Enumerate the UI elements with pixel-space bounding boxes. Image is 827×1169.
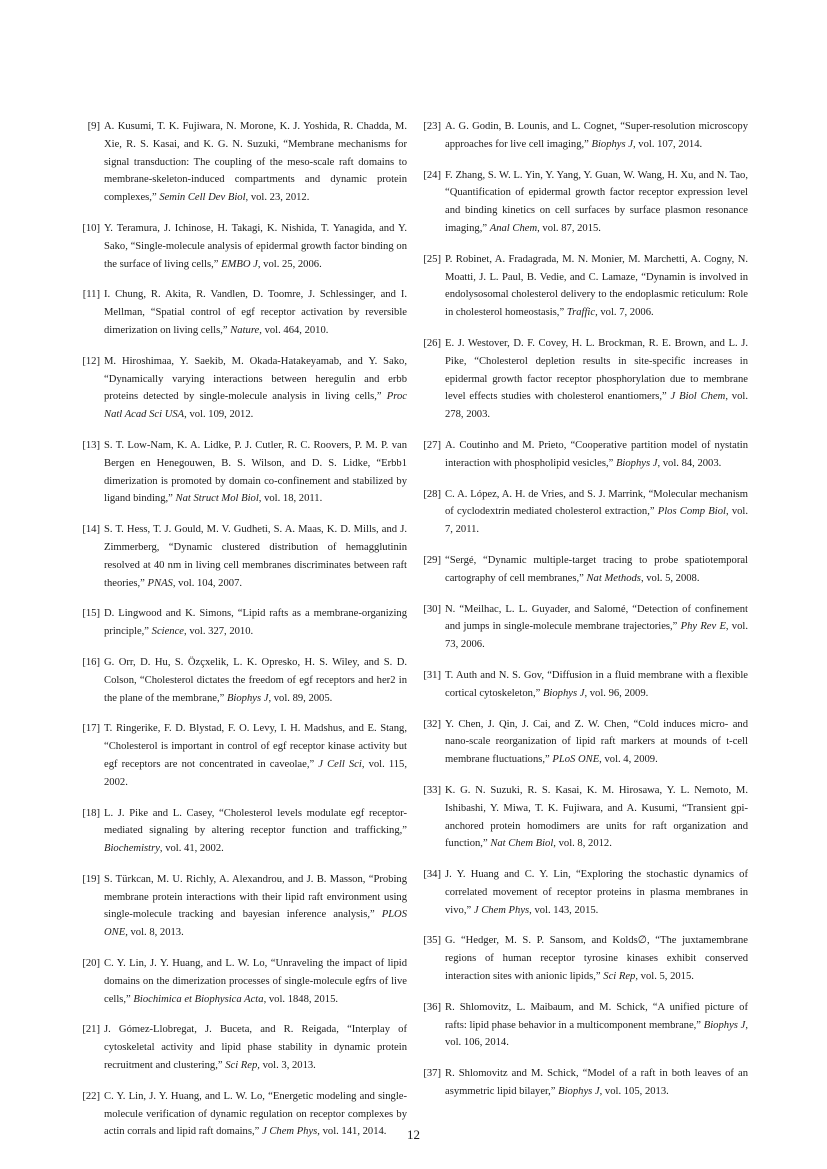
reference-body: S. Türkcan, M. U. Richly, A. Alexandrou, and J. B. Masson, “Probing membrane protein interactions with their lipid raft environment using single-molecule tracking and bayesian inference analysis,” bbox=[104, 873, 407, 921]
reference-text bbox=[104, 805, 407, 858]
reference-journal: Biophys J bbox=[615, 457, 658, 469]
reference-journal: Biochimica et Biophysica Acta bbox=[133, 993, 264, 1005]
reference-journal: Proc Natl Acad Sci USA bbox=[104, 391, 407, 421]
reference-text bbox=[445, 601, 748, 654]
reference-journal: Nat Methods bbox=[586, 572, 641, 584]
reference-body: T. Ringerike, F. D. Blystad, F. O. Levy, I. H. Madshus, and E. Stang, “Cholesterol is important in control of egf receptor kinase activity but egf receptors are not concentrated in caveolae,” bbox=[104, 723, 407, 770]
reference-volume-year: , vol. 25, 2006. bbox=[257, 258, 322, 270]
reference-entry bbox=[80, 871, 407, 942]
reference-body: Y. Teramura, J. Ichinose, H. Takagi, K. Nishida, T. Yanagida, and Y. Sako, “Single-molecule analysis of epidermal growth factor binding on the surface of living cells,” bbox=[104, 222, 407, 270]
reference-text bbox=[445, 437, 748, 473]
reference-entry bbox=[421, 601, 748, 654]
reference-number: [25] bbox=[423, 253, 441, 265]
reference-volume-year: , vol. 104, 2007. bbox=[172, 577, 243, 589]
references-left-column bbox=[80, 118, 407, 1154]
reference-volume-year: , vol. 87, 2015. bbox=[537, 222, 601, 234]
reference-text bbox=[104, 220, 407, 273]
reference-text bbox=[445, 667, 748, 703]
reference-body: Y. Chen, J. Qin, J. Cai, and Z. W. Chen, “Cold induces micro- and nano-scale reorganization of lipid raft markers at mounds of t-cell membrane fluctuations,” bbox=[445, 718, 748, 766]
reference-number: [19] bbox=[82, 873, 100, 885]
reference-number: [36] bbox=[423, 1001, 441, 1013]
reference-entry bbox=[80, 118, 407, 207]
reference-number: [9] bbox=[87, 121, 100, 132]
reference-number: [12] bbox=[82, 355, 100, 367]
reference-volume-year: , vol. 4, 2009. bbox=[599, 754, 658, 766]
reference-volume-year: , vol. 105, 2013. bbox=[599, 1086, 669, 1098]
reference-volume-year: , vol. 278, 2003. bbox=[445, 391, 748, 421]
reference-text bbox=[445, 999, 748, 1052]
reference-volume-year: , vol. 107, 2014. bbox=[632, 138, 703, 150]
reference-journal: Biophys J bbox=[591, 138, 633, 150]
reference-body: R. Shlomovitz, L. Maibaum, and M. Schick, “A unified picture of rafts: lipid phase behavior in a multicomponent membrane,” bbox=[445, 1001, 748, 1031]
reference-number: [17] bbox=[82, 723, 100, 735]
reference-journal: J Chem Phys bbox=[261, 1126, 318, 1138]
reference-text bbox=[445, 716, 748, 769]
reference-body: T. Auth and N. S. Gov, “Diffusion in a fluid membrane with a flexible cortical cytoskeleton,” bbox=[445, 669, 748, 699]
reference-volume-year: , vol. 7, 2011. bbox=[445, 506, 748, 536]
reference-number: [35] bbox=[423, 935, 441, 947]
reference-body: “Sergé, “Dynamic multiple-target tracing to probe spatiotemporal cartography of cell membranes,” bbox=[445, 554, 748, 584]
reference-entry bbox=[421, 552, 748, 588]
reference-body: C. A. López, A. H. de Vries, and S. J. Marrink, “Molecular mechanism of cyclodextrin mediated cholesterol extraction,” bbox=[445, 488, 748, 518]
reference-body: J. Y. Huang and C. Y. Lin, “Exploring the stochastic dynamics of correlated movement of receptor proteins in plasma membranes in vivo,” bbox=[445, 869, 748, 916]
reference-journal: PLOS ONE bbox=[104, 909, 407, 939]
reference-journal: J Chem Phys bbox=[473, 904, 530, 916]
reference-journal: Biochemistry bbox=[104, 843, 160, 855]
reference-text bbox=[104, 871, 407, 942]
reference-body: A. Kusumi, T. K. Fujiwara, N. Morone, K. J. Yoshida, R. Chadda, M. Xie, R. S. Kasai, and K. G. N. Suzuki, “Membrane mechanisms for signal transduction: The coupling of the meso-scale raft domains to membrane-skeleton-induced compartments and dynamic protein complexes,” bbox=[104, 121, 407, 204]
reference-body: F. Zhang, S. W. L. Yin, Y. Yang, Y. Guan, W. Wang, H. Xu, and N. Tao, “Quantification of epidermal growth factor receptor expression level and binding kinetics on cell surfaces by surface plasmon resonance imaging,” bbox=[445, 169, 748, 234]
reference-entry bbox=[421, 667, 748, 703]
reference-entry bbox=[421, 782, 748, 853]
reference-entry bbox=[80, 654, 407, 707]
reference-text bbox=[445, 866, 748, 919]
reference-text bbox=[445, 486, 748, 539]
reference-journal: Biophys J bbox=[703, 1019, 746, 1031]
reference-body: S. T. Hess, T. J. Gould, M. V. Gudheti, S. A. Maas, K. D. Mills, and J. Zimmerberg, “Dynamic clustered distribution of hemagglutinin resolved at 40 nm in living cell membranes discriminates between raft theories,” bbox=[104, 524, 407, 589]
reference-number: [32] bbox=[423, 718, 441, 730]
reference-body: P. Robinet, A. Fradagrada, M. N. Monier, M. Marchetti, A. Cogny, N. Moatti, J. L. Paul, B. Vedie, and C. Lamaze, “Dynamin is involved in endolysosomal cholesterol delivery to the endoplasmic reticulum: Role in cholesterol homeostasis,” bbox=[445, 253, 748, 319]
page-number: 12 bbox=[407, 1127, 420, 1142]
reference-journal: Phy Rev E bbox=[680, 621, 726, 633]
reference-volume-year: , vol. 89, 2005. bbox=[268, 692, 333, 704]
reference-entry bbox=[80, 521, 407, 592]
reference-text bbox=[445, 552, 748, 588]
reference-body: E. J. Westover, D. F. Covey, H. L. Brockman, R. E. Brown, and L. J. Pike, “Cholesterol depletion results in site-specific increases in epidermal growth factor receptor phosphorylation due to membrane level effects studies with cholesterol enantiomers,” bbox=[445, 337, 748, 403]
reference-journal: Semin Cell Dev Biol bbox=[159, 192, 246, 204]
reference-volume-year: , vol. 143, 2015. bbox=[529, 904, 599, 916]
reference-number: [10] bbox=[82, 222, 100, 234]
reference-volume-year: , vol. 7, 2006. bbox=[595, 307, 654, 319]
reference-journal: Nature bbox=[230, 324, 260, 336]
reference-journal: Sci Rep bbox=[225, 1060, 258, 1072]
reference-journal: Biophys J bbox=[542, 687, 585, 699]
reference-journal: Plos Comp Biol bbox=[657, 506, 726, 518]
reference-text bbox=[104, 353, 407, 424]
reference-volume-year: , vol. 141, 2014. bbox=[317, 1126, 387, 1138]
reference-volume-year: , vol. 8, 2012. bbox=[553, 838, 612, 850]
reference-body: C. Y. Lin, J. Y. Huang, and L. W. Lo, “Energetic modeling and single-molecule verification of dynamic regulation on receptor complexes by actin corrals and lipid raft domains,” bbox=[104, 1090, 407, 1138]
reference-volume-year: , vol. 41, 2002. bbox=[159, 843, 224, 855]
reference-body: I. Chung, R. Akita, R. Vandlen, D. Toomre, J. Schlessinger, and I. Mellman, “Spatial control of egf receptor activation by reversible dimerization on living cells,” bbox=[104, 289, 407, 336]
reference-body: G. “Hedger, M. S. P. Sansom, and Kolds∅, “The juxtamembrane regions of human receptor tyrosine kinases exhibit conserved interaction sites with anionic lipids,” bbox=[445, 935, 748, 983]
reference-number: [31] bbox=[423, 669, 441, 681]
reference-entry bbox=[421, 118, 748, 154]
reference-journal: PLoS ONE bbox=[552, 754, 600, 766]
reference-volume-year: , vol. 3, 2013. bbox=[257, 1060, 316, 1072]
reference-volume-year: , vol. 109, 2012. bbox=[184, 409, 254, 421]
reference-volume-year: , vol. 18, 2011. bbox=[258, 493, 323, 505]
reference-number: [18] bbox=[82, 807, 100, 819]
reference-number: [29] bbox=[423, 554, 441, 566]
reference-text bbox=[445, 335, 748, 424]
reference-entry bbox=[80, 605, 407, 641]
reference-text bbox=[445, 167, 748, 238]
reference-body: G. Orr, D. Hu, S. Özçxelik, L. K. Opresko, H. S. Wiley, and S. D. Colson, “Cholesterol dictates the freedom of egf receptors and her2 in the plane of the membrane,” bbox=[104, 656, 407, 704]
reference-number: [24] bbox=[423, 169, 441, 181]
reference-entry bbox=[421, 1065, 748, 1101]
reference-text bbox=[104, 521, 407, 592]
reference-entry bbox=[80, 955, 407, 1008]
reference-entry bbox=[421, 335, 748, 424]
reference-body: N. “Meilhac, L. L. Guyader, and Salomé, “Detection of confinement and jumps in single-molecule membrane trajectories,” bbox=[445, 603, 748, 633]
reference-journal: EMBO J bbox=[221, 258, 258, 270]
reference-entry bbox=[80, 286, 407, 339]
reference-body: M. Hiroshimaa, Y. Saekib, M. Okada-Hatakeyamab, and Y. Sako, “Dynamically varying interactions between heregulin and erbb proteins detected by single-molecule analysis in living cells,” bbox=[104, 355, 407, 403]
reference-body: C. Y. Lin, J. Y. Huang, and L. W. Lo, “Unraveling the impact of lipid domains on the dimerization processes of single-molecule egfrs of live cells,” bbox=[104, 958, 407, 1005]
reference-volume-year: , vol. 106, 2014. bbox=[445, 1019, 748, 1049]
reference-number: [28] bbox=[423, 488, 441, 500]
reference-body: R. Shlomovitz and M. Schick, “Model of a raft in both leaves of an asymmetric lipid bilayer,” bbox=[445, 1068, 748, 1098]
reference-volume-year: , vol. 464, 2010. bbox=[259, 324, 329, 336]
reference-volume-year: , vol. 327, 2010. bbox=[184, 626, 254, 638]
reference-entry bbox=[80, 353, 407, 424]
reference-text bbox=[104, 118, 407, 207]
reference-number: [33] bbox=[423, 784, 441, 796]
reference-number: [23] bbox=[423, 121, 441, 132]
reference-entry bbox=[421, 866, 748, 919]
reference-volume-year: , vol. 23, 2012. bbox=[245, 192, 310, 204]
reference-journal: Nat Struct Mol Biol bbox=[175, 493, 259, 505]
reference-entry bbox=[421, 437, 748, 473]
reference-text bbox=[104, 955, 407, 1008]
reference-number: [16] bbox=[82, 656, 100, 668]
reference-number: [11] bbox=[82, 289, 100, 301]
reference-text bbox=[445, 118, 748, 154]
reference-text bbox=[104, 605, 407, 641]
reference-volume-year: , vol. 84, 2003. bbox=[657, 457, 722, 469]
reference-body: S. T. Low-Nam, K. A. Lidke, P. J. Cutler, R. C. Roovers, P. M. P. van Bergen en Henegouwen, B. S. Wilson, and D. S. Lidke, “Erbb1 dimerization is promoted by domain co-confinement and stabilized by ligand binding,” bbox=[104, 439, 407, 505]
reference-journal: Anal Chem bbox=[489, 222, 538, 234]
reference-volume-year: , vol. 8, 2013. bbox=[125, 927, 184, 939]
reference-text bbox=[445, 1065, 748, 1101]
reference-journal: Nat Chem Biol bbox=[490, 838, 554, 850]
reference-journal: J Biol Chem bbox=[670, 391, 726, 403]
reference-body: A. Coutinho and M. Prieto, “Cooperative partition model of nystatin interaction with phospholipid vesicles,” bbox=[445, 439, 748, 469]
references-right-column bbox=[421, 118, 748, 1114]
reference-volume-year: , vol. 115, 2002. bbox=[104, 758, 407, 788]
reference-journal: Biophys J bbox=[226, 692, 269, 704]
reference-number: [13] bbox=[82, 439, 100, 451]
reference-entry bbox=[421, 932, 748, 985]
reference-entry bbox=[80, 805, 407, 858]
reference-journal: Sci Rep bbox=[603, 971, 636, 983]
reference-volume-year: , vol. 73, 2006. bbox=[445, 621, 748, 651]
reference-text bbox=[104, 654, 407, 707]
reference-number: [21] bbox=[82, 1024, 100, 1036]
reference-number: [30] bbox=[423, 603, 441, 615]
reference-entry bbox=[80, 720, 407, 791]
reference-journal: Biophys J bbox=[558, 1086, 600, 1098]
reference-body: D. Lingwood and K. Simons, “Lipid rafts as a membrane-organizing principle,” bbox=[104, 608, 407, 638]
reference-number: [15] bbox=[82, 608, 100, 620]
reference-text bbox=[104, 286, 407, 339]
reference-journal: J Cell Sci bbox=[318, 758, 362, 770]
reference-number: [14] bbox=[82, 524, 100, 536]
reference-number: [22] bbox=[82, 1090, 100, 1102]
reference-volume-year: , vol. 5, 2015. bbox=[635, 971, 694, 983]
reference-number: [34] bbox=[423, 869, 441, 881]
reference-text bbox=[445, 251, 748, 322]
reference-text bbox=[445, 932, 748, 985]
reference-body: J. Gómez-Llobregat, J. Buceta, and R. Reigada, “Interplay of cytoskeletal activity and lipid phase stability in dynamic protein recruitment and clustering,” bbox=[104, 1024, 407, 1072]
reference-journal: Science bbox=[151, 626, 185, 638]
reference-number: [26] bbox=[423, 337, 441, 349]
reference-journal: Traffic bbox=[566, 307, 596, 319]
reference-text bbox=[445, 782, 748, 853]
reference-text bbox=[104, 1021, 407, 1074]
reference-entry bbox=[421, 251, 748, 322]
reference-volume-year: , vol. 1848, 2015. bbox=[263, 993, 339, 1005]
reference-entry bbox=[421, 999, 748, 1052]
reference-volume-year: , vol. 96, 2009. bbox=[584, 687, 649, 699]
reference-entry bbox=[421, 167, 748, 238]
reference-entry bbox=[421, 486, 748, 539]
reference-number: [27] bbox=[423, 439, 441, 451]
reference-number: [20] bbox=[82, 958, 100, 970]
reference-journal: PNAS bbox=[147, 577, 173, 589]
reference-body: K. G. N. Suzuki, R. S. Kasai, K. M. Hirosawa, Y. L. Nemoto, M. Ishibashi, Y. Miwa, T. K. Fujiwara, and A. Kusumi, “Transient gpi-anchored protein homodimers are units for raft organization and function,” bbox=[445, 784, 748, 850]
reference-entry bbox=[80, 1021, 407, 1074]
reference-body: L. J. Pike and L. Casey, “Cholesterol levels modulate egf receptor-mediated signaling by altering receptor function and trafficking,” bbox=[104, 807, 407, 837]
reference-entry bbox=[80, 220, 407, 273]
reference-text bbox=[104, 437, 407, 508]
reference-volume-year: , vol. 5, 2008. bbox=[640, 572, 700, 584]
reference-entry bbox=[421, 716, 748, 769]
reference-entry bbox=[80, 437, 407, 508]
reference-body: A. G. Godin, B. Lounis, and L. Cognet, “Super-resolution microscopy approaches for live cell imaging,” bbox=[445, 121, 748, 150]
reference-text bbox=[104, 720, 407, 791]
reference-number: [37] bbox=[423, 1068, 441, 1080]
